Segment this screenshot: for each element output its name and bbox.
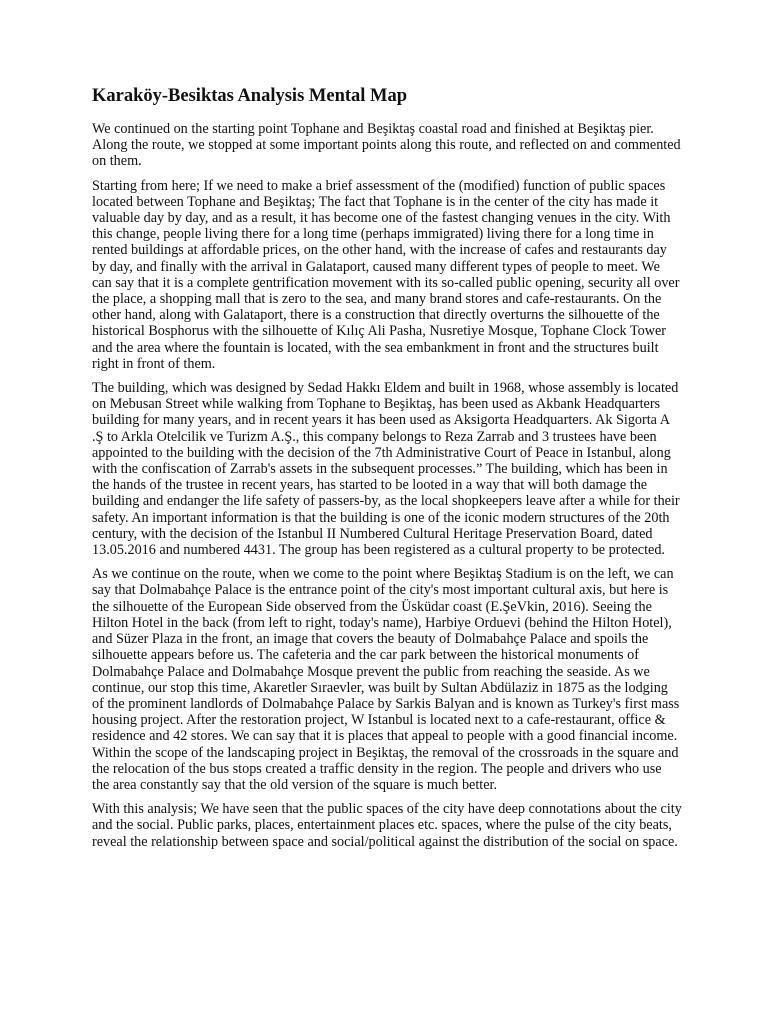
document-title: Karaköy-Besiktas Analysis Mental Map [92, 86, 408, 106]
paragraph-tophane-galataport: Starting from here; If we need to make a brief assessment of the (modified) function of public spaces located between Tophane and Beşiktaş; The fact that Tophane is in the center of the city has made it valuable day by day, and as a result, it has become one of the fastest changing venues in the city. With this change, people living there for a long time (perhaps immigrated) living there for a long time in rented buildings at affordable prices, on the other hand, with the increase of cafes and restaurants day by day, and finally with the arrival in Galataport, caused many different types of people to meet. We can say that it is a complete gentrification movement with its so-called public opening, security all over the place, a shopping mall that is zero to the sea, and many brand stores and cafe-restaurants. On the other hand, along with Galataport, there is a construction that directly overturns the silhouette of the historical Bosphorus with the silhouette of Kılıç Ali Pasha, Nusretiye Mosque, Tophane Clock Tower and the area where the fountain is located, with the sea embankment in front and the structures built right in front of them. [92, 177, 680, 372]
paragraph-conclusion: With this analysis; We have seen that the public spaces of the city have deep connotations about the city and the social. Public parks, places, entertainment places etc. spaces, where the pulse of the city beats, reveal the relationship between space and social/political against the distribution of the social on space. [92, 801, 682, 850]
document-body [92, 84, 682, 858]
paragraph-dolmabahce-akaretler: As we continue on the route, when we come to the point where Beşiktaş Stadium is on the left, we can say that Dolmabahçe Palace is the entrance point of the city's most important cultural axis, but here is the silhouette of the European Side observed from the Üsküdar coast (E.ŞeVkin, 2016). Seeing the Hilton Hotel in the back (from left to right, today's name), Harbiye Orduevi (behind the Hilton Hotel), and Süzer Plaza in the front, an image that covers the beauty of Dolmabahçe Palace and spoils the silhouette appears before us. The cafeteria and the car park between the historical monuments of Dolmabahçe Palace and Dolmabahçe Mosque prevent the public from reaching the seaside. As we continue, our stop this time, Akaretler Sıraevler, was built by Sultan Abdülaziz in 1875 as the lodging of the prominent landlords of Dolmabahçe Palace by Sarkis Balyan and is known as Turkey's first mass housing project. After the restoration project, W Istanbul is located next to a cafe-restaurant, office & residence and 42 stores. We can say that it is places that appeal to people with a good financial income. Within the scope of the landscaping project in Beşiktaş, the removal of the crossroads in the square and the relocation of the bus stops created a traffic density in the region. The people and drivers who use the area constantly say that the old version of the square is much better. [92, 566, 680, 793]
paragraph-intro: We continued on the starting point Tophane and Beşiktaş coastal road and finished at Beşiktaş pier. Along the route, we stopped at some important points along this route, and reflected on and commented on them. [92, 121, 681, 170]
paragraph-akbank-building: The building, which was designed by Sedad Hakkı Eldem and built in 1968, whose assembly is located on Mebusan Street while walking from Tophane to Beşiktaş, has been used as Akbank Headquarters building for many years, and in recent years it has been used as Aksigorta Headquarters. Ak Sigorta A .Ş to Arkla Otelcilik ve Turizm A.Ş., this company belongs to Reza Zarrab and 3 trustees have been appointed to the building with the decision of the 7th Administrative Court of Peace in Istanbul, along with the confiscation of Zarrab's assets in the subsequent processes.” The building, which has been in the hands of the trustee in recent years, has started to be looted in a way that will both damage the building and endanger the life safety of passers-by, as the local shopkeepers leave after a while for their safety. An important information is that the building is one of the iconic modern structures of the 20th century, with the decision of the Istanbul II Numbered Cultural Heritage Preservation Board, dated 13.05.2016 and numbered 4431. The group has been registered as a cultural property to be protected. [92, 380, 680, 559]
